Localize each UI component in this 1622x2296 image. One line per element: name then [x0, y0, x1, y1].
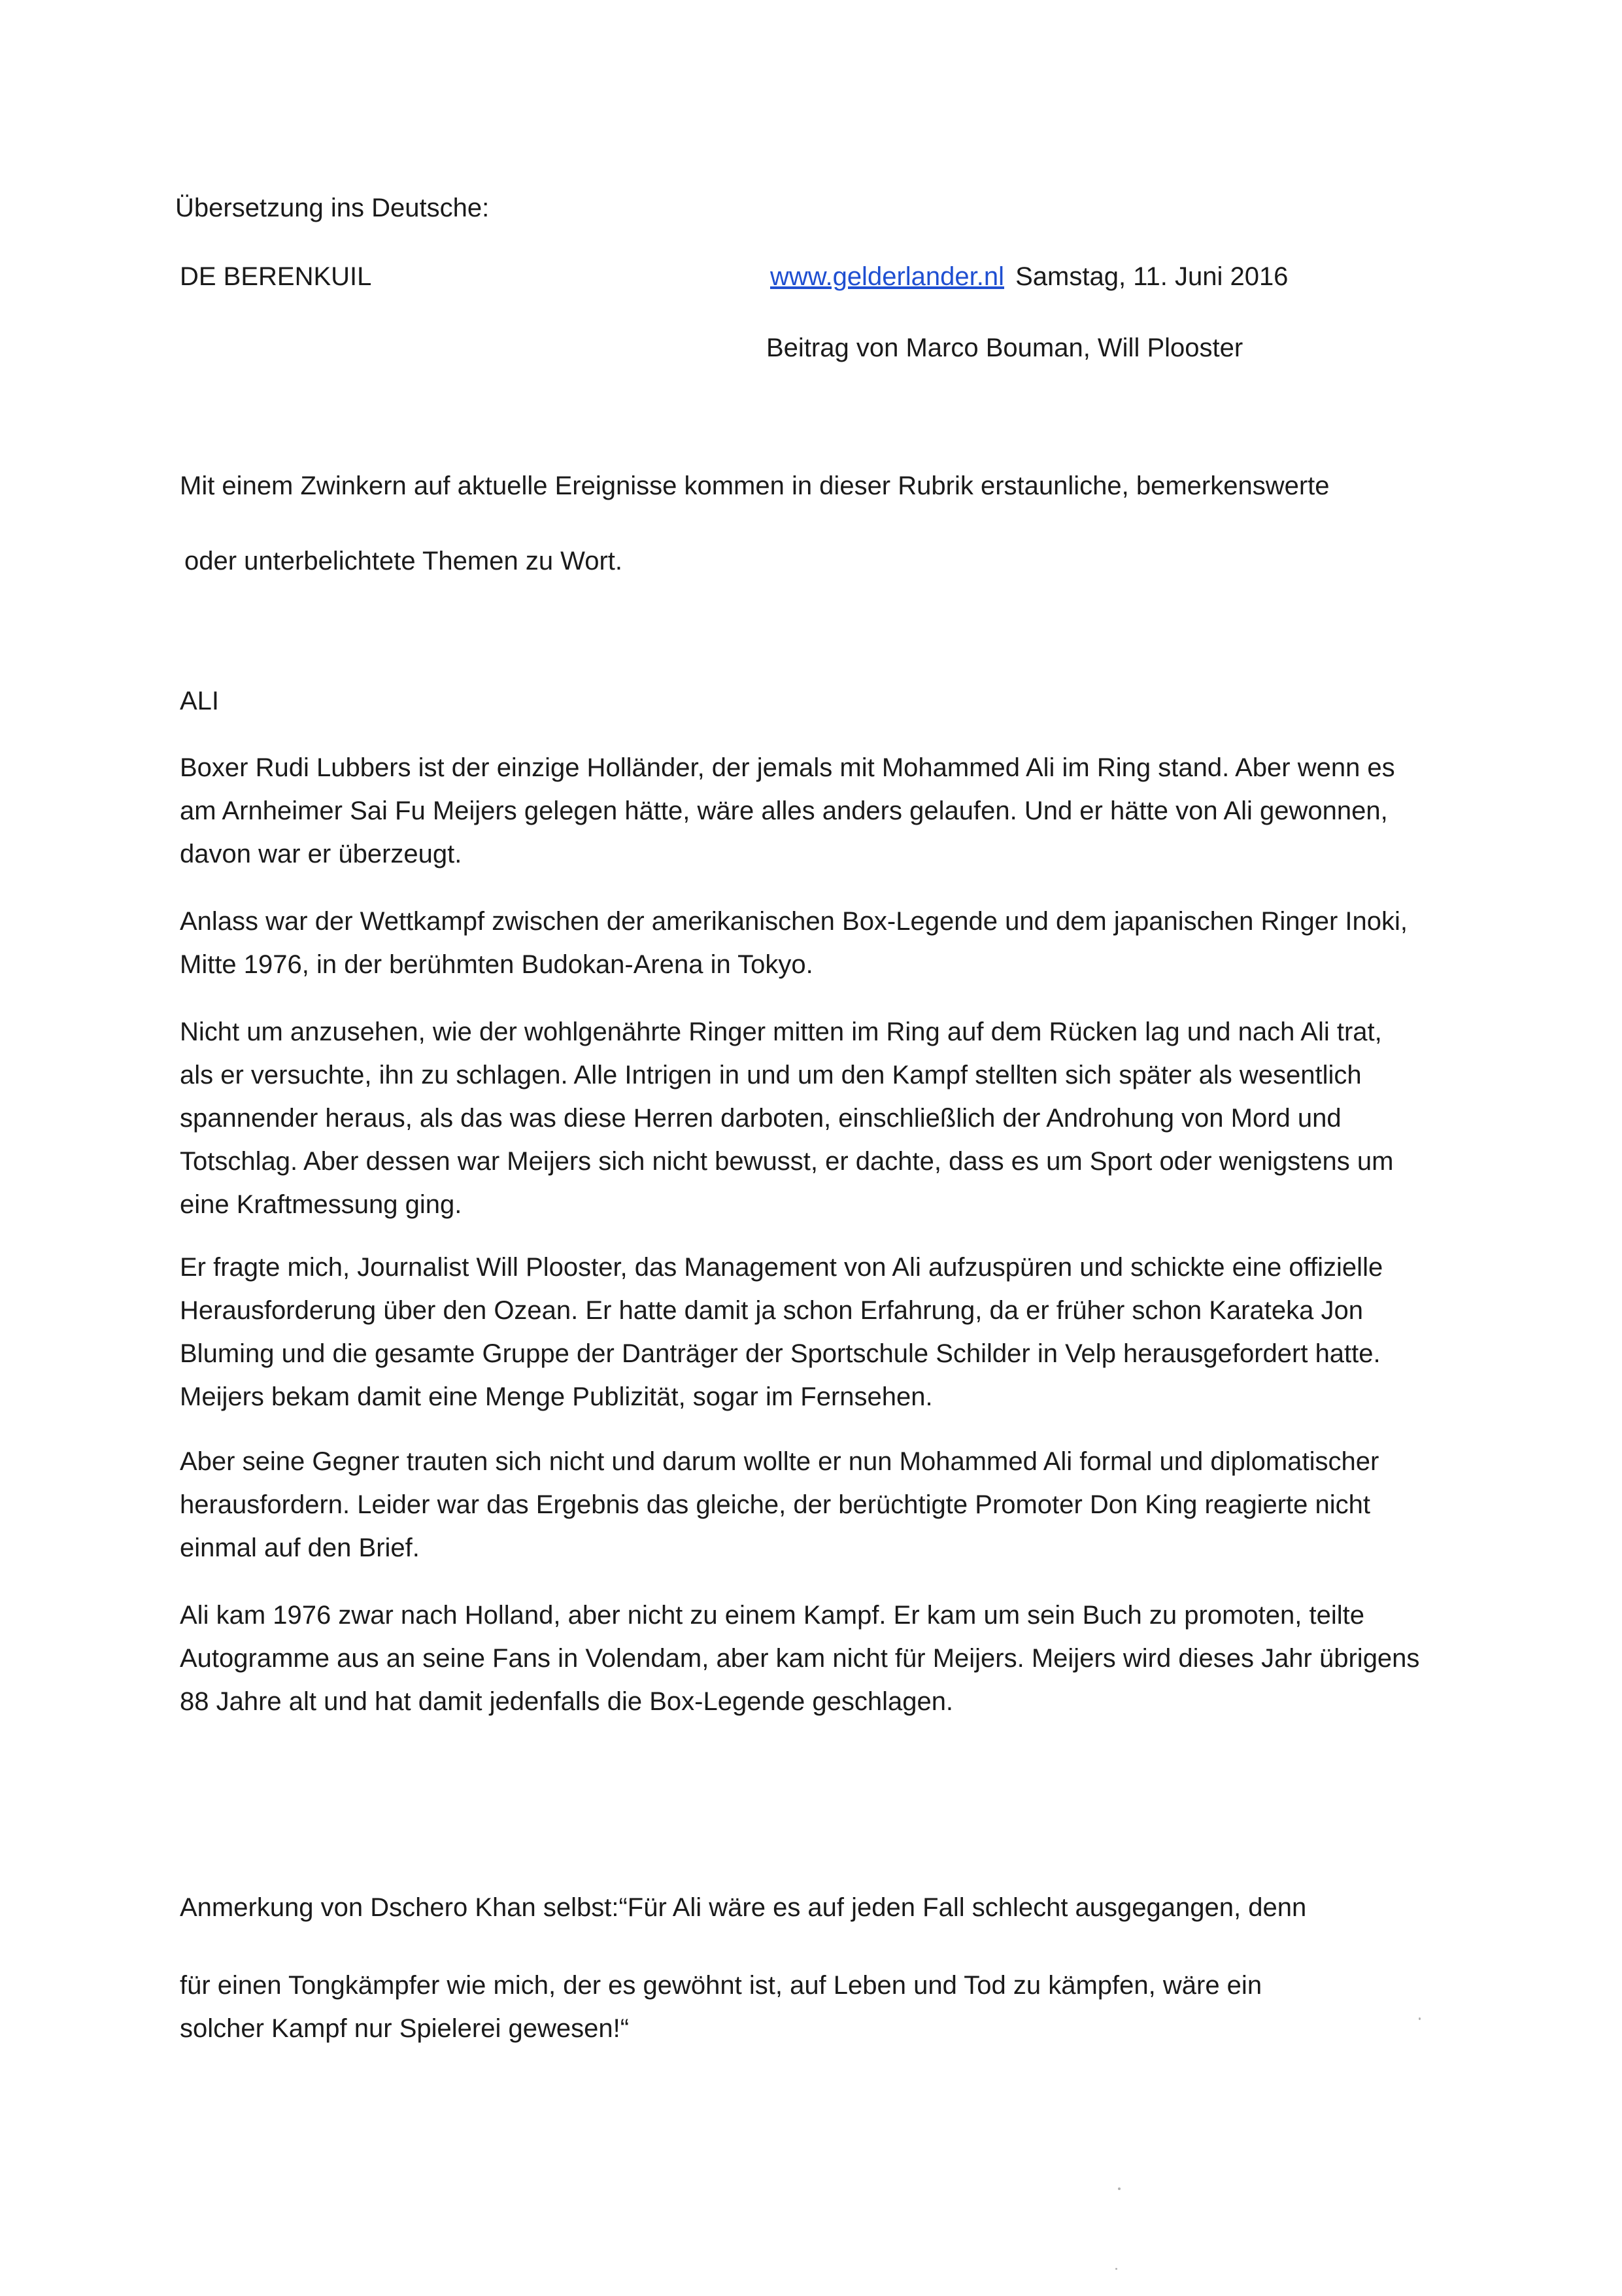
intro-line-1: Mit einem Zwinkern auf aktuelle Ereignisse kommen in dieser Rubrik erstaunliche, bemerkenswerte [180, 471, 1330, 500]
article-paragraph-3: Nicht um anzusehen, wie der wohlgenährte Ringer mitten im Ring auf dem Rücken lag und nach Ali trat, als er versuchte, ihn zu schlagen. Alle Intrigen in und um den Kampf stellten sich später als wesentlich spannender heraus, als das was diese Herren darboten, einschließlich der Androhung von Mord und Totschlag. Aber dessen war Meijers sich nicht bewusst, er dachte, dass es um Sport oder wenigstens um eine Kraftmessung ging. [180, 1018, 1394, 1219]
scan-speck [1419, 2017, 1421, 2020]
scan-speck [1115, 2268, 1117, 2270]
note-line-1: Anmerkung von Dschero Khan selbst:“Für Ali wäre es auf jeden Fall schlecht ausgegangen, denn [180, 1893, 1307, 1922]
article-paragraph-4: Er fragte mich, Journalist Will Plooster, das Management von Ali aufzuspüren und schickte eine offizielle Herausforderung über den Ozean. Er hatte damit ja schon Erfahrung, da er früher schon Karateka Jon Bluming und die gesamte Gruppe der Danträger der Sportschule Schilder in Velp herausgefordert hatte. Meijers bekam damit eine Menge Publizität, sogar im Fernsehen. [180, 1253, 1383, 1411]
article-paragraph-6: Ali kam 1976 zwar nach Holland, aber nicht zu einem Kampf. Er kam um sein Buch zu promoten, teilte Autogramme aus an seine Fans in Volendam, aber kam nicht für Meijers. Meijers wird dieses Jahr übrigens 88 Jahre alt und hat damit jedenfalls die Box-Legende geschlagen. [180, 1601, 1420, 1716]
translation-note: Übersetzung ins Deutsche: [175, 194, 490, 222]
scan-speck [1118, 2187, 1121, 2190]
website-link[interactable]: www.gelderlander.nl [770, 262, 1004, 291]
article-paragraph-5: Aber seine Gegner trauten sich nicht und darum wollte er nun Mohammed Ali formal und diplomatischer herausfordern. Leider war das Ergebnis das gleiche, der berüchtigte Promoter Don King reagierte nicht einmal auf den Brief. [180, 1447, 1379, 1562]
byline: Beitrag von Marco Bouman, Will Plooster [766, 334, 1243, 362]
column-name: DE BERENKUIL [180, 262, 372, 291]
article-paragraph-2: Anlass war der Wettkampf zwischen der amerikanischen Box-Legende und dem japanischen Ringer Inoki, Mitte 1976, in der berühmten Budokan-Arena in Tokyo. [180, 907, 1408, 979]
header-source [770, 264, 1288, 290]
article-heading: ALI [180, 687, 220, 715]
note-line-2: für einen Tongkämpfer wie mich, der es gewöhnt ist, auf Leben und Tod zu kämpfen, wäre ein solcher Kampf nur Spielerei gewesen!“ [180, 1971, 1262, 2043]
publication-date: Samstag, 11. Juni 2016 [1015, 262, 1289, 291]
intro-line-2: oder unterbelichtete Themen zu Wort. [184, 547, 622, 575]
article-paragraph-1: Boxer Rudi Lubbers ist der einzige Holländer, der jemals mit Mohammed Ali im Ring stand. Aber wenn es am Arnheimer Sai Fu Meijers gelegen hätte, wäre alles anders gelaufen. Und er hätte von Ali gewonnen, davon war er überzeugt. [180, 753, 1395, 868]
